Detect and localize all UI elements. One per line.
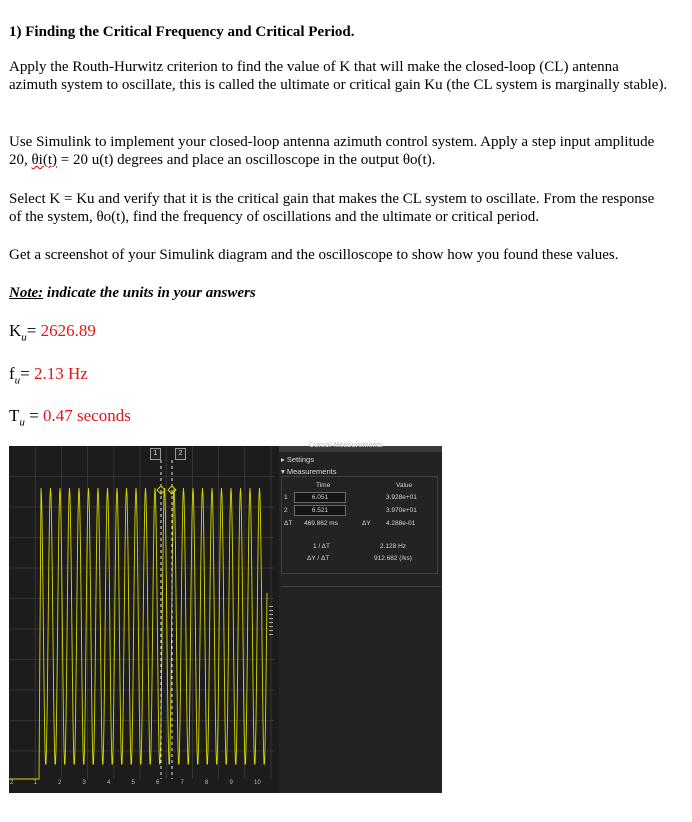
delta-t-value: 469.862 ms	[304, 520, 338, 527]
row2-time-field[interactable]: 6.521	[294, 505, 346, 516]
result-tu	[9, 406, 131, 432]
delta-y-label: ΔY	[362, 520, 371, 527]
ku-equals: =	[26, 321, 41, 340]
x-tick-label: 3	[82, 780, 86, 786]
ku-symbol: K	[9, 321, 22, 340]
cursor-1-tag[interactable]: 1	[150, 448, 161, 460]
note-label: Note:	[9, 285, 44, 301]
instruction-paragraph-1: Apply the Routh-Hurwitz criterion to find the value of K that will make the closed-loop (CL) antenna azimuth system to oscillate, this is called the ultimate or critical gain Ku (the CL system is marginally stable).	[9, 59, 668, 93]
x-tick-label: 7	[180, 780, 184, 786]
x-tick-label: 2	[10, 780, 14, 786]
row1-index: 1	[284, 494, 288, 501]
instruction-paragraph-4: Get a screenshot of your Simulink diagram and the oscilloscope to show how you found these values.	[9, 247, 619, 263]
scope-trace	[9, 488, 267, 779]
x-axis-ticks	[9, 779, 284, 793]
note	[9, 284, 256, 302]
instruction-paragraph-3: Select K = Ku and verify that it is the critical gain that makes the CL system to oscillate. From the response of the system, θo(t), find the frequency of oscillations and the ultimate or critical period.	[9, 191, 655, 225]
delta-t-label: ΔT	[284, 520, 293, 527]
oscilloscope-screenshot	[9, 442, 442, 793]
x-tick-label: 9	[229, 780, 233, 786]
x-tick-label: 2	[58, 780, 62, 786]
dy-over-dt-value: 912.682 (/ks)	[374, 555, 412, 562]
delta-y-value: 4.288e-01	[386, 520, 416, 527]
x-tick-label: 1	[33, 780, 37, 786]
tu-value: 0.47 seconds	[42, 406, 131, 425]
x-tick-label: 10	[254, 780, 261, 786]
result-ku	[9, 321, 96, 347]
panel-splitter-handle[interactable]	[269, 606, 273, 636]
fu-equals: =	[20, 364, 35, 383]
col-value-header: Value	[396, 482, 413, 489]
note-text: indicate the units in your answers	[43, 285, 256, 301]
measurements-table	[281, 476, 438, 574]
measurements-section[interactable]: ▾ Measurements	[281, 467, 337, 476]
fu-symbol: f	[9, 364, 15, 383]
panel-title: Cursor Measurements	[309, 442, 383, 449]
cursor-measurements-panel	[279, 442, 442, 793]
col-time-header: Time	[316, 482, 331, 489]
row1-time-field[interactable]: 6.051	[294, 492, 346, 503]
tu-equals: =	[24, 406, 43, 425]
theta-i-term: θi(t)	[31, 152, 58, 168]
tu-symbol: T	[9, 406, 20, 425]
result-fu	[9, 364, 88, 390]
row2-index: 2	[284, 507, 288, 514]
x-tick-label: 5	[131, 780, 135, 786]
ku-value: 2626.89	[40, 321, 96, 340]
fu-subscript: u	[14, 374, 21, 387]
p2-text-c: = 20 u(t) degrees and place an oscilloscope in the output θo(t).	[57, 152, 436, 168]
x-tick-label: 4	[107, 780, 111, 786]
x-tick-label: 6	[156, 780, 160, 786]
cursor-2-tag[interactable]: 2	[175, 448, 186, 460]
settings-section[interactable]: ▸ Settings	[281, 455, 314, 464]
panel-divider	[281, 586, 441, 587]
instruction-paragraph-2	[9, 133, 669, 169]
x-tick-label: 8	[205, 780, 209, 786]
row1-value: 3.928e+01	[386, 494, 417, 501]
row2-value: 3.970e+01	[386, 507, 417, 514]
p2-text-a: Use Simulink to implement your closed-loop antenna azimuth control system. Apply a step input amplitude 20,	[9, 134, 655, 168]
section-title: 1) Finding the Critical Frequency and Critical Period.	[9, 24, 355, 40]
fu-value: 2.13 Hz	[34, 364, 88, 383]
inv-delta-t-value: 2.128 Hz	[380, 543, 407, 550]
tu-subscript: u	[19, 416, 25, 429]
dy-over-dt-label: ΔY / ΔT	[307, 555, 330, 562]
ku-subscript: u	[21, 331, 27, 344]
inv-delta-t-label: 1 / ΔT	[313, 543, 330, 550]
scope-plot	[9, 446, 274, 779]
